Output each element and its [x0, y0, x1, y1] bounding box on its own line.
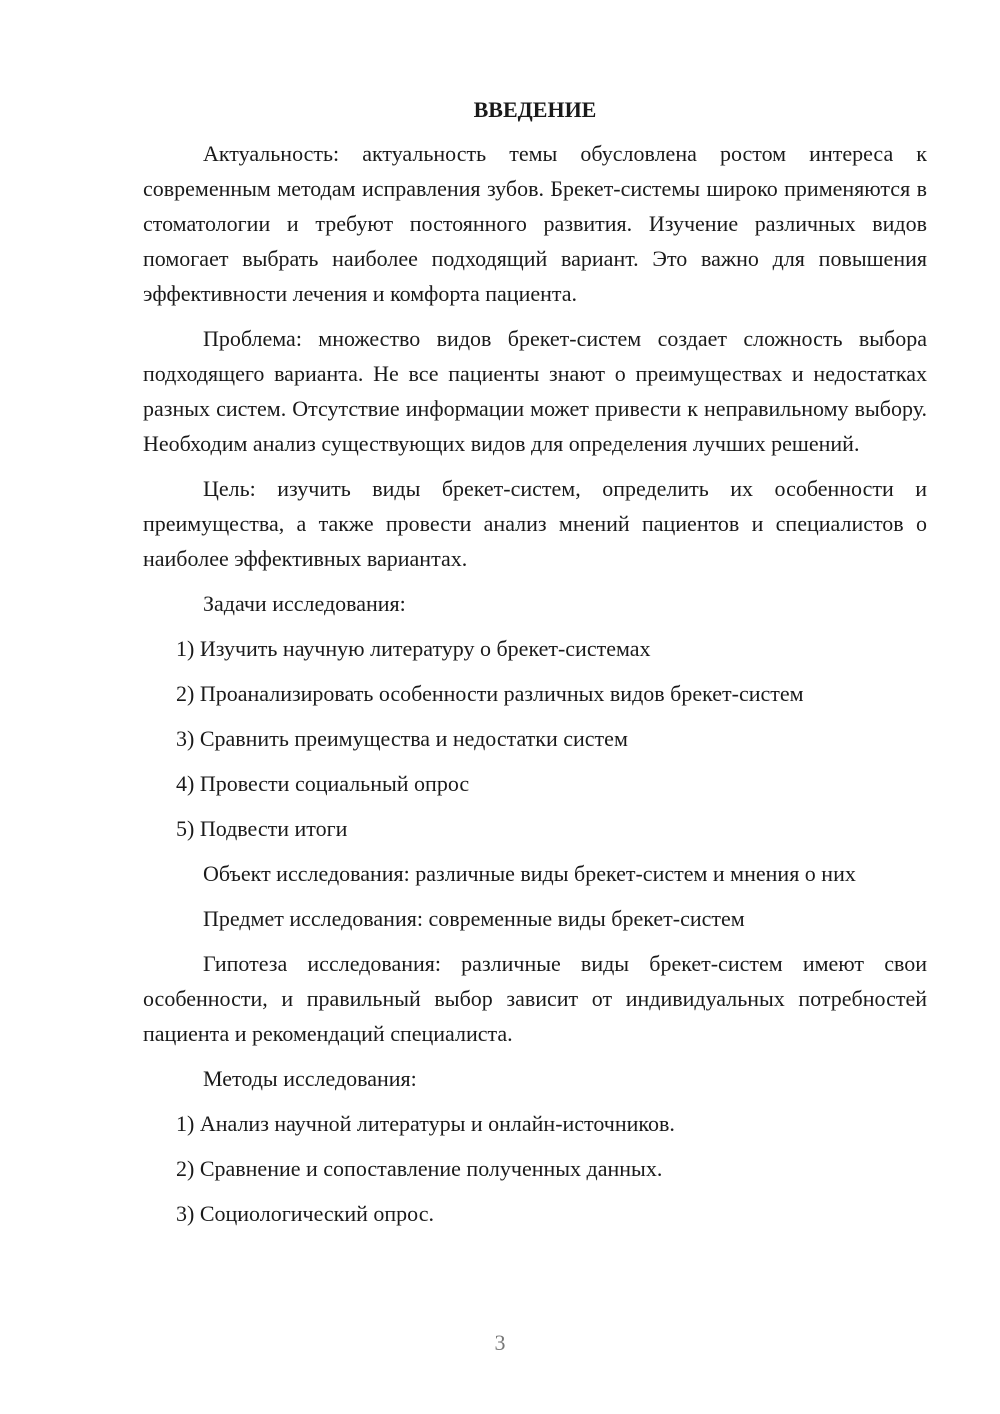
task-item: 3) Сравнить преимущества и недостатки систем	[176, 726, 628, 751]
method-item: 2) Сравнение и сопоставление полученных данных.	[176, 1156, 663, 1181]
tasks-list	[143, 631, 927, 846]
object-paragraph: Объект исследования: различные виды брекет-систем и мнения о них	[203, 861, 856, 886]
page-number: 3	[494, 1330, 506, 1355]
section-title: ВВЕДЕНИЕ	[473, 97, 597, 122]
subject-paragraph: Предмет исследования: современные виды брекет-систем	[203, 906, 745, 931]
problem-paragraph: Проблема: множество видов брекет-систем создает сложность выбора подходящего варианта. Не все пациенты знают о преимуществах и недостатках разных систем. Отсутствие информации может привести к неправильному выбору. Необходим анализ существующих видов для определения лучших решений.	[143, 326, 927, 456]
task-item: 4) Провести социальный опрос	[176, 771, 470, 796]
task-item: 1) Изучить научную литературу о брекет-системах	[176, 636, 651, 661]
method-item: 1) Анализ научной литературы и онлайн-источников.	[176, 1111, 675, 1136]
task-item: 2) Проанализировать особенности различных видов брекет-систем	[176, 681, 804, 706]
relevance-paragraph: Актуальность: актуальность темы обусловлена ростом интереса к современным методам исправления зубов. Брекет-системы широко применяются в стоматологии и требуют постоянного развития. Изучение различных видов помогает выбрать наиболее подходящий вариант. Это важно для повышения эффективности лечения и комфорта пациента.	[143, 141, 927, 306]
tasks-heading: Задачи исследования:	[203, 591, 406, 616]
document-page	[143, 94, 927, 1241]
methods-list	[143, 1106, 927, 1231]
hypothesis-paragraph: Гипотеза исследования: различные виды брекет-систем имеют свои особенности, и правильный выбор зависит от индивидуальных потребностей пациента и рекомендаций специалиста.	[143, 951, 927, 1046]
task-item: 5) Подвести итоги	[176, 816, 348, 841]
method-item: 3) Социологический опрос.	[176, 1201, 434, 1226]
methods-heading: Методы исследования:	[203, 1066, 417, 1091]
goal-paragraph: Цель: изучить виды брекет-систем, определить их особенности и преимущества, а также провести анализ мнений пациентов и специалистов о наиболее эффективных вариантах.	[143, 476, 927, 571]
